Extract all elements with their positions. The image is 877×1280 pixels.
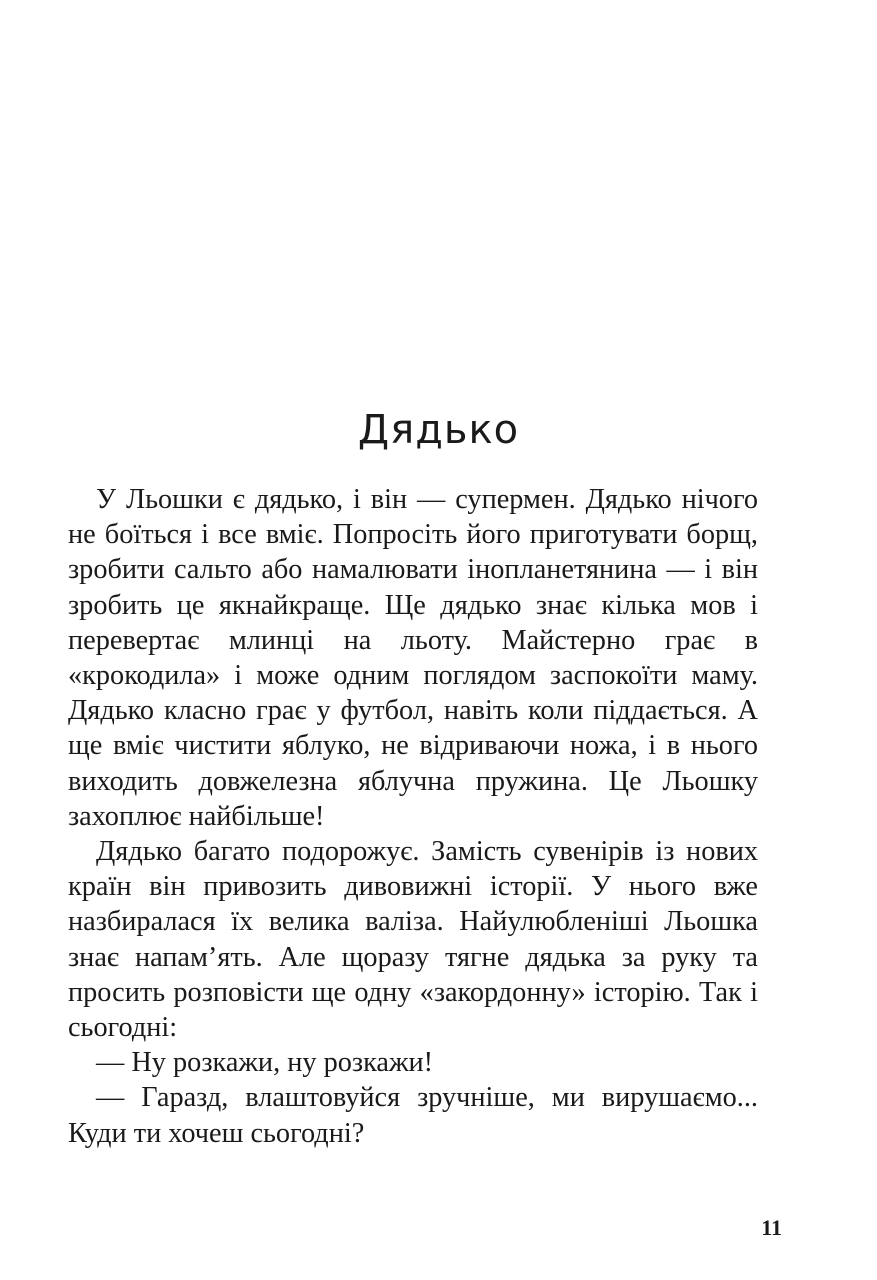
chapter-body: [68, 482, 758, 1151]
paragraph: У Льошки є дядько, і він — супермен. Дядько нічого не боїться і все вміє. Попросіть його приготувати борщ, зробити сальто або намалювати інопланетянина — і він зробить це якнайкраще. Ще дядько знає кілька мов і перевертає млинці на льоту. Майстерно грає в «крокодила» і може одним поглядом заспокоїти маму. Дядько класно грає у футбол, навіть коли піддається. А ще вміє чистити яблуко, не відриваючи ножа, і в нього виходить довжелезна яблучна пружина. Це Льошку захоплює найбільше!: [68, 484, 758, 832]
dialogue-line: — Ну розкажи, ну розкажи!: [96, 1047, 434, 1079]
paragraph: Дядько багато подорожує. Замість сувенірів із нових країн він привозить дивовижні історії. У нього вже назбиралася їх велика валіза. Найулюбленіші Льошка знає напам’ять. Але щоразу тягне дядька за руку та просить розповісти ще одну «закордонну» історію. Так і сьогодні:: [68, 836, 758, 1044]
page-number: 11: [761, 1215, 782, 1240]
chapter-title: Дядько: [357, 407, 520, 453]
dialogue-line: — Гаразд, влаштовуйся зручніше, ми вирушаємо... Куди ти хочеш сьогодні?: [68, 1082, 758, 1149]
